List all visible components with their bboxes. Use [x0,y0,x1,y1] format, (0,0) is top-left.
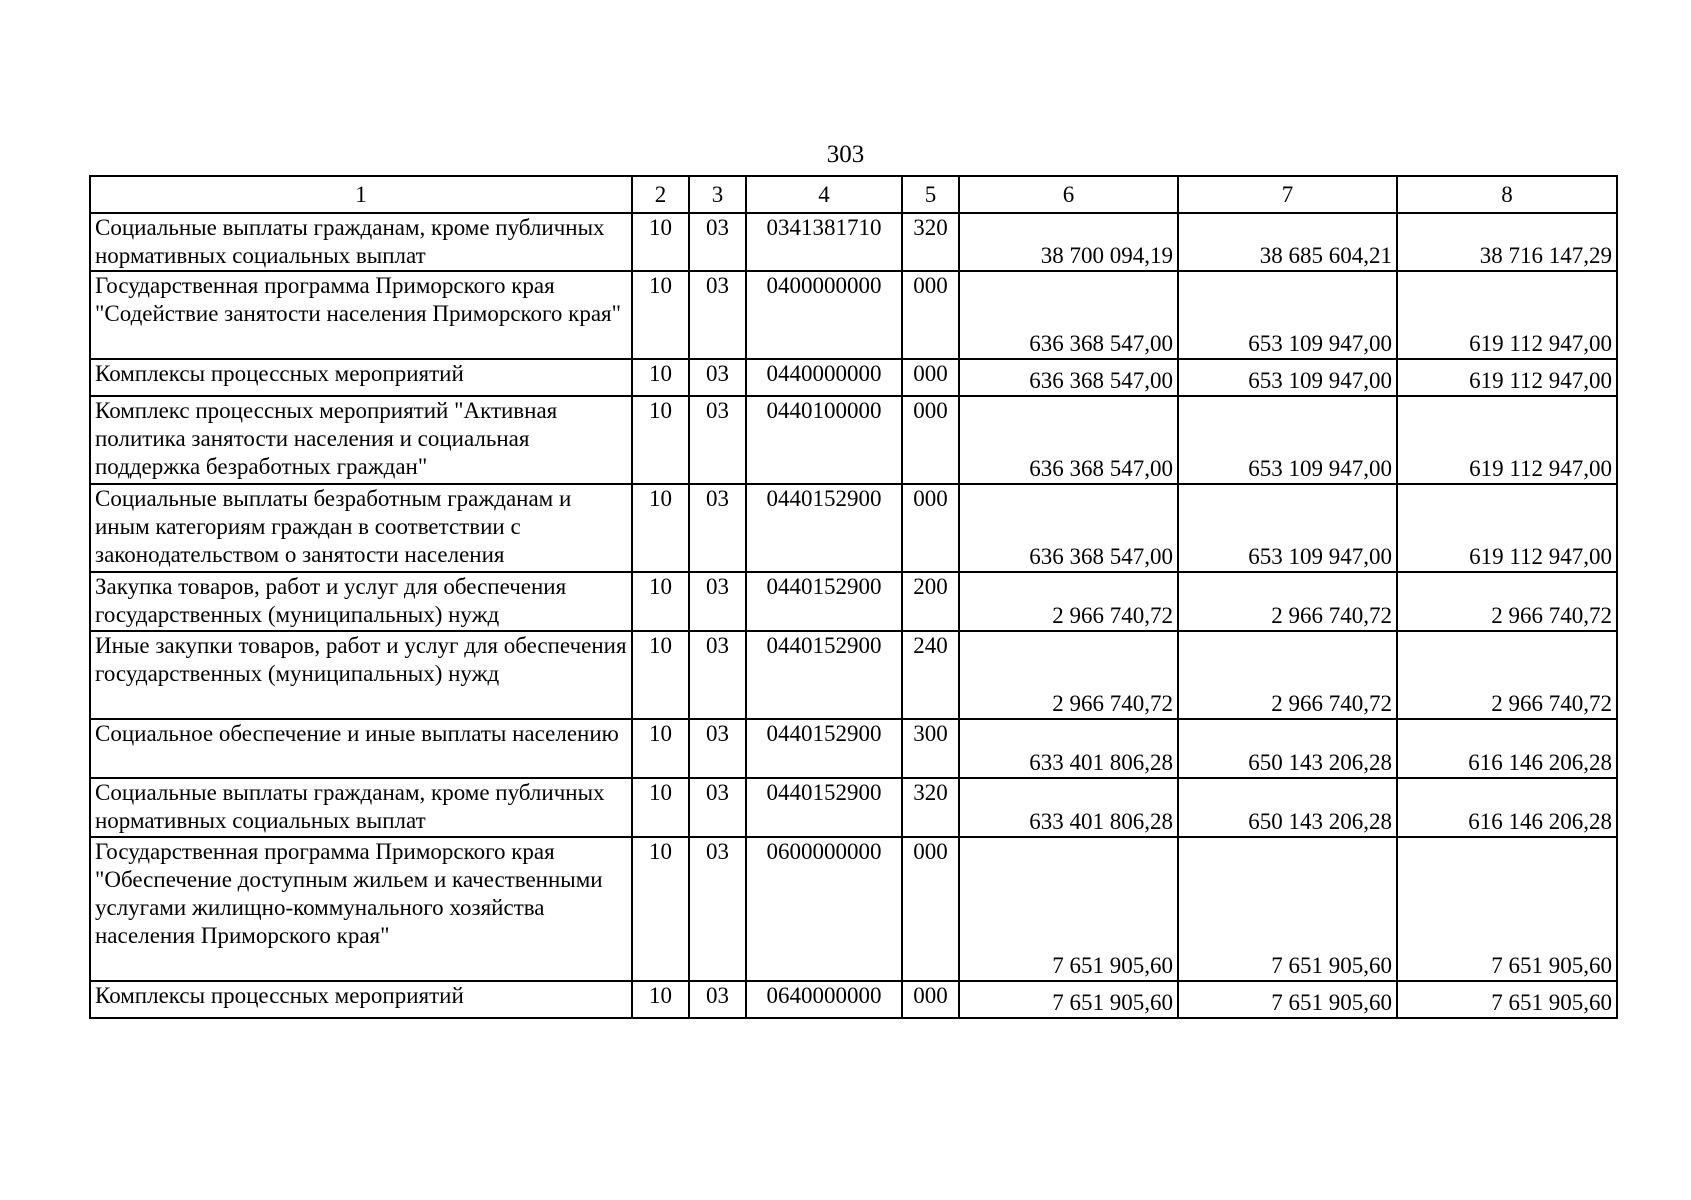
row-name: Социальные выплаты гражданам, кроме публичных нормативных социальных выплат [90,778,632,837]
row-section: 10 [632,572,689,631]
row-target-code: 0440152900 [746,484,902,572]
row-target-code: 0440100000 [746,396,902,484]
row-name: Комплекс процессных мероприятий "Активная политика занятости населения и социальная поддержка безработных граждан" [90,396,632,484]
row-expense-type: 240 [902,631,959,719]
row-amount-col7: 650 143 206,28 [1178,719,1397,778]
row-amount-col8: 7 651 905,60 [1397,837,1617,981]
row-subsection: 03 [689,981,746,1018]
row-amount-col8: 616 146 206,28 [1397,719,1617,778]
row-name: Иные закупки товаров, работ и услуг для обеспечения государственных (муниципальных) нужд [90,631,632,719]
table-row [90,981,1617,1018]
row-amount-col6: 2 966 740,72 [959,572,1178,631]
row-subsection: 03 [689,271,746,359]
row-subsection: 03 [689,213,746,271]
row-expense-type: 320 [902,213,959,271]
row-subsection: 03 [689,484,746,572]
row-name: Комплексы процессных мероприятий [90,981,632,1018]
budget-table [89,175,1618,1019]
row-target-code: 0440152900 [746,719,902,778]
row-amount-col8: 38 716 147,29 [1397,213,1617,271]
header-cell: 8 [1397,176,1617,213]
row-amount-col6: 636 368 547,00 [959,396,1178,484]
header-cell: 1 [90,176,632,213]
row-name: Закупка товаров, работ и услуг для обеспечения государственных (муниципальных) нужд [90,572,632,631]
header-cell: 6 [959,176,1178,213]
row-name: Социальные выплаты безработным гражданам и иным категориям граждан в соответствии с законодательством о занятости населения [90,484,632,572]
row-name: Государственная программа Приморского края "Обеспечение доступным жильем и качественными услугами жилищно-коммунального хозяйства населения Приморского края" [90,837,632,981]
row-amount-col6: 633 401 806,28 [959,778,1178,837]
row-expense-type: 320 [902,778,959,837]
row-subsection: 03 [689,572,746,631]
row-expense-type: 300 [902,719,959,778]
row-expense-type: 200 [902,572,959,631]
row-amount-col8: 619 112 947,00 [1397,271,1617,359]
row-amount-col6: 7 651 905,60 [959,981,1178,1018]
row-amount-col7: 2 966 740,72 [1178,572,1397,631]
row-target-code: 0600000000 [746,837,902,981]
row-expense-type: 000 [902,981,959,1018]
row-subsection: 03 [689,837,746,981]
row-target-code: 0640000000 [746,981,902,1018]
header-cell: 4 [746,176,902,213]
row-amount-col6: 38 700 094,19 [959,213,1178,271]
row-section: 10 [632,837,689,981]
row-target-code: 0440000000 [746,359,902,396]
row-name: Социальные выплаты гражданам, кроме публичных нормативных социальных выплат [90,213,632,271]
header-cell: 7 [1178,176,1397,213]
row-target-code: 0440152900 [746,631,902,719]
row-target-code: 0341381710 [746,213,902,271]
row-amount-col6: 7 651 905,60 [959,837,1178,981]
table-row [90,271,1617,359]
row-expense-type: 000 [902,484,959,572]
table-row [90,837,1617,981]
row-section: 10 [632,359,689,396]
row-amount-col8: 619 112 947,00 [1397,359,1617,396]
header-row [90,176,1617,213]
table-row [90,719,1617,778]
row-amount-col6: 633 401 806,28 [959,719,1178,778]
row-amount-col8: 2 966 740,72 [1397,631,1617,719]
row-section: 10 [632,778,689,837]
row-amount-col7: 38 685 604,21 [1178,213,1397,271]
row-section: 10 [632,631,689,719]
row-amount-col6: 2 966 740,72 [959,631,1178,719]
row-amount-col6: 636 368 547,00 [959,271,1178,359]
row-amount-col8: 7 651 905,60 [1397,981,1617,1018]
row-expense-type: 000 [902,271,959,359]
row-subsection: 03 [689,359,746,396]
row-amount-col7: 653 109 947,00 [1178,484,1397,572]
row-target-code: 0440152900 [746,572,902,631]
table-row [90,359,1617,396]
row-amount-col7: 653 109 947,00 [1178,359,1397,396]
row-amount-col6: 636 368 547,00 [959,484,1178,572]
row-subsection: 03 [689,719,746,778]
row-amount-col7: 2 966 740,72 [1178,631,1397,719]
row-expense-type: 000 [902,837,959,981]
row-amount-col8: 2 966 740,72 [1397,572,1617,631]
row-expense-type: 000 [902,396,959,484]
row-name: Комплексы процессных мероприятий [90,359,632,396]
row-subsection: 03 [689,778,746,837]
row-name: Государственная программа Приморского края "Содействие занятости населения Приморского края" [90,271,632,359]
row-section: 10 [632,271,689,359]
table-row [90,213,1617,271]
row-amount-col7: 653 109 947,00 [1178,271,1397,359]
row-section: 10 [632,213,689,271]
row-target-code: 0400000000 [746,271,902,359]
row-subsection: 03 [689,631,746,719]
row-amount-col7: 653 109 947,00 [1178,396,1397,484]
table-row [90,778,1617,837]
row-section: 10 [632,484,689,572]
header-cell: 3 [689,176,746,213]
row-amount-col6: 636 368 547,00 [959,359,1178,396]
row-section: 10 [632,981,689,1018]
row-amount-col8: 616 146 206,28 [1397,778,1617,837]
row-target-code: 0440152900 [746,778,902,837]
row-name: Социальное обеспечение и иные выплаты населению [90,719,632,778]
table-row [90,631,1617,719]
header-cell: 5 [902,176,959,213]
page-number: 303 [826,141,865,168]
row-section: 10 [632,396,689,484]
row-subsection: 03 [689,396,746,484]
row-section: 10 [632,719,689,778]
table-row [90,396,1617,484]
row-amount-col7: 650 143 206,28 [1178,778,1397,837]
row-amount-col7: 7 651 905,60 [1178,981,1397,1018]
table-row [90,484,1617,572]
row-amount-col8: 619 112 947,00 [1397,396,1617,484]
row-amount-col8: 619 112 947,00 [1397,484,1617,572]
row-amount-col7: 7 651 905,60 [1178,837,1397,981]
table-row [90,572,1617,631]
row-expense-type: 000 [902,359,959,396]
header-cell: 2 [632,176,689,213]
